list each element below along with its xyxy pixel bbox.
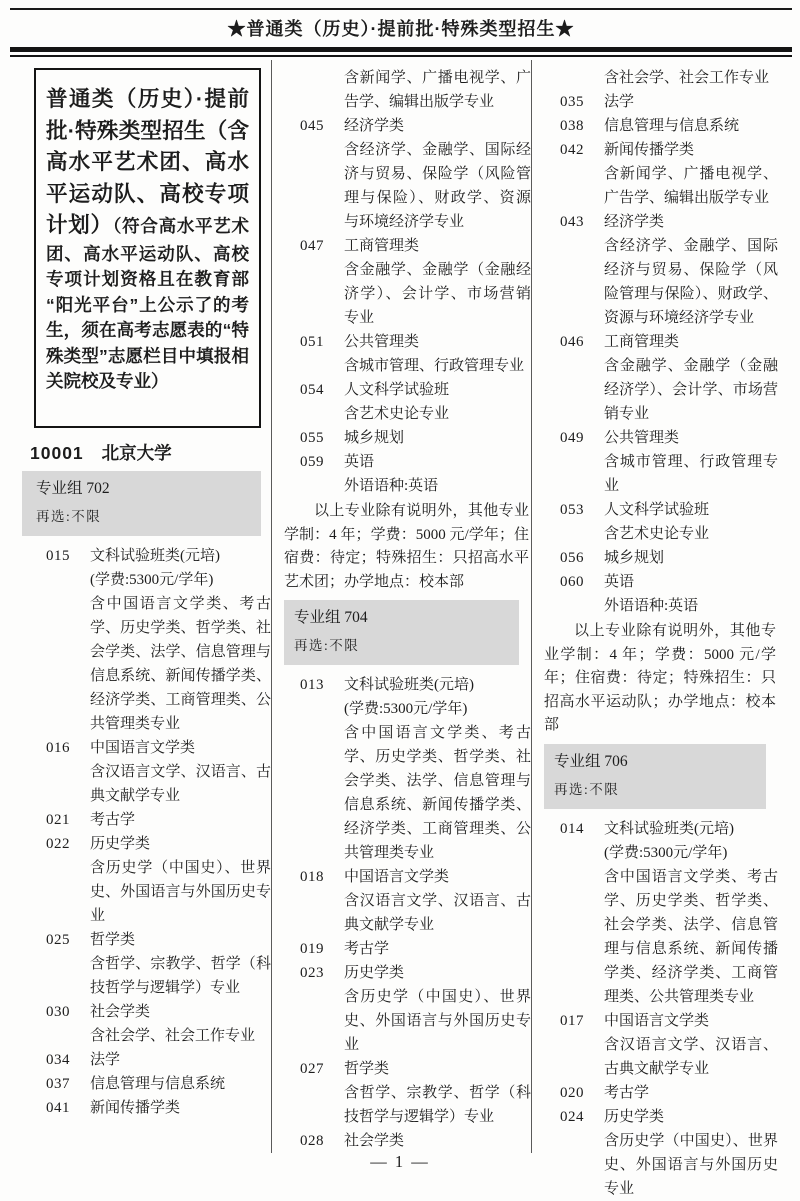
reselect-requirement: 再选:不限 (554, 781, 620, 797)
column-2 (271, 60, 532, 1153)
major-code: 034 (46, 1052, 70, 1068)
major-detail: 含历史学（中国史）、世界史、外国语言与外国历史专业 (604, 1132, 778, 1197)
major-detail: 含历史学（中国史）、世界史、外国语言与外国历史专业 (344, 989, 531, 1053)
major-entry (300, 937, 531, 961)
major-title: 考古学 (344, 941, 390, 957)
column-1 (30, 60, 271, 1153)
major-detail: 含经济学、金融学、国际经济与贸易、保险学（风险管理与保险）、财政学、资源与环境经济学专业 (604, 238, 778, 326)
major-code: 021 (46, 812, 70, 828)
major-entry (46, 736, 271, 760)
major-code: 054 (300, 382, 324, 398)
major-code: 023 (300, 965, 324, 981)
major-title: 新闻传播学类 (90, 1100, 181, 1116)
major-title: 人文科学试验班 (604, 502, 710, 518)
university-line (30, 440, 271, 465)
major-detail: 外语语种:英语 (604, 598, 699, 614)
major-group-header (22, 471, 261, 536)
major-code: 059 (300, 454, 324, 470)
major-code: 045 (300, 118, 324, 134)
major-title: 经济学类 (604, 214, 665, 230)
major-detail-continued: 含社会学、社会工作专业 (604, 70, 770, 86)
major-title: 法学 (604, 94, 635, 110)
major-code: 016 (46, 740, 70, 756)
column-1-blocks (30, 471, 271, 1120)
column-3 (532, 60, 778, 1197)
major-title: 人文科学试验班 (344, 382, 450, 398)
page-number: — 1 — (370, 1152, 430, 1171)
major-detail: (学费:5300元/学年) (90, 572, 214, 588)
major-entry (46, 544, 271, 568)
major-title: 城乡规划 (604, 550, 665, 566)
major-detail: 含金融学、金融学（金融经济学）、会计学、市场营销专业 (604, 358, 778, 422)
major-detail: 含汉语言文学、汉语言、古典文献学专业 (90, 764, 271, 804)
major-entry (560, 114, 778, 138)
major-group-name: 专业组 702 (36, 480, 110, 497)
major-code: 051 (300, 334, 324, 350)
major-title: 工商管理类 (604, 334, 680, 350)
major-title: 文科试验班类(元培) (90, 548, 220, 564)
major-title: 新闻传播学类 (604, 142, 695, 158)
major-entry (46, 832, 271, 856)
major-code: 013 (300, 677, 324, 693)
major-entry (560, 210, 778, 234)
notice-note-text: （符合高水平艺术团、高水平运动队、高校专项计划资格且在教育部“阳光平台”上公示了的考生，须在高考志愿表的“特殊类型”志愿栏目中填报相关院校及专业） (46, 216, 249, 391)
major-detail: (学费:5300元/学年) (344, 701, 468, 717)
major-title: 经济学类 (344, 118, 405, 134)
major-code: 042 (560, 142, 584, 158)
major-entry (560, 330, 778, 354)
major-code: 060 (560, 574, 584, 590)
major-detail: 含社会学、社会工作专业 (90, 1028, 256, 1044)
major-code: 015 (46, 548, 70, 564)
content-columns (30, 60, 778, 1197)
major-title: 文科试验班类(元培) (344, 677, 474, 693)
major-group-header (284, 600, 519, 665)
major-detail: 含新闻学、广播电视学、广告学、编辑出版学专业 (604, 166, 778, 206)
page-header (10, 8, 792, 57)
major-entry (560, 498, 778, 522)
major-detail: 含汉语言文学、汉语言、古典文献学专业 (604, 1036, 778, 1077)
major-entry (300, 426, 531, 450)
major-detail: 含历史学（中国史）、世界史、外国语言与外国历史专业 (90, 860, 271, 924)
university-name: 北京大学 (101, 443, 172, 463)
major-entry (560, 90, 778, 114)
notice-text (46, 84, 249, 395)
reselect-requirement: 再选:不限 (294, 638, 360, 653)
major-entry (560, 426, 778, 450)
major-entry (560, 1009, 778, 1033)
major-code: 028 (300, 1133, 324, 1149)
major-code: 056 (560, 550, 584, 566)
major-title: 中国语言文学类 (344, 869, 450, 885)
major-detail: 含城市管理、行政管理专业 (344, 358, 525, 374)
major-code: 018 (300, 869, 324, 885)
major-entry (300, 234, 531, 258)
major-title: 工商管理类 (344, 238, 420, 254)
major-title: 哲学类 (344, 1061, 390, 1077)
major-detail: 含金融学、金融学（金融经济学）、会计学、市场营销专业 (344, 262, 531, 326)
major-code: 025 (46, 932, 70, 948)
major-detail: 含经济学、金融学、国际经济与贸易、保险学（风险管理与保险）、财政学、资源与环境经济学专业 (344, 142, 531, 230)
major-entry (300, 961, 531, 985)
major-entry (300, 450, 531, 474)
major-title: 公共管理类 (604, 430, 680, 446)
university-code: 10001 (30, 443, 84, 463)
major-code: 014 (560, 820, 584, 837)
major-group-header (544, 744, 766, 809)
major-entry (560, 1081, 778, 1105)
major-entry (300, 1057, 531, 1081)
major-detail: 含汉语言文学、汉语言、古典文献学专业 (344, 893, 531, 933)
thin-rule (10, 55, 792, 57)
major-title: 中国语言文学类 (604, 1012, 710, 1029)
major-entry (300, 673, 531, 697)
major-title: 法学 (90, 1052, 121, 1068)
major-code: 035 (560, 94, 584, 110)
major-code: 017 (560, 1012, 584, 1029)
major-detail: 含城市管理、行政管理专业 (604, 454, 778, 494)
notice-bold-text: 普通类（历史）·提前批·特殊类型招生（含高水平艺术团、高水平运动队、高校专项计划） (46, 87, 249, 237)
major-detail: 含中国语言文学类、考古学、历史学类、哲学类、社会学类、法学、信息管理与信息系统、新闻传播学类、经济学类、工商管理类、公共管理类专业 (344, 725, 531, 861)
major-entry (46, 1000, 271, 1024)
major-code: 037 (46, 1076, 70, 1092)
major-code: 041 (46, 1100, 70, 1116)
major-code: 043 (560, 214, 584, 230)
major-title: 城乡规划 (344, 430, 405, 446)
major-code: 046 (560, 334, 584, 350)
major-entry (560, 546, 778, 570)
major-detail: 含哲学、宗教学、哲学（科技哲学与逻辑学）专业 (90, 956, 271, 996)
major-group-name: 专业组 706 (554, 752, 628, 770)
major-title: 社会学类 (344, 1133, 405, 1149)
major-entry (46, 1072, 271, 1096)
major-detail: 含中国语言文学类、考古学、历史学类、哲学类、社会学类、法学、信息管理与信息系统、新闻传播学类、经济学类、工商管理类、公共管理类专业 (90, 596, 271, 732)
major-title: 考古学 (604, 1084, 650, 1101)
major-entry (300, 330, 531, 354)
major-entry (560, 817, 778, 841)
major-code: 019 (300, 941, 324, 957)
major-code: 055 (300, 430, 324, 446)
major-title: 信息管理与信息系统 (604, 118, 740, 134)
major-code: 038 (560, 118, 584, 134)
major-title: 英语 (344, 454, 375, 470)
major-group-name: 专业组 704 (294, 609, 368, 626)
major-title: 历史学类 (344, 965, 405, 981)
major-title: 文科试验班类(元培) (604, 820, 734, 837)
major-detail: 含哲学、宗教学、哲学（科技哲学与逻辑学）专业 (344, 1085, 531, 1125)
major-detail: (学费:5300元/学年) (604, 844, 728, 861)
major-code: 022 (46, 836, 70, 852)
major-entry (560, 570, 778, 594)
major-detail: 含中国语言文学类、考古学、历史学类、哲学类、社会学类、法学、信息管理与信息系统、新闻传播学类、经济学类、工商管理类、公共管理类专业 (604, 868, 778, 1005)
major-title: 社会学类 (90, 1004, 151, 1020)
major-entry (46, 1096, 271, 1120)
major-code: 030 (46, 1004, 70, 1020)
group-footnote: 以上专业除有说明外，其他专业学制：4 年；学费：5000 元/学年；住宿费：待定；特殊招生：只招高水平艺术团；办学地点：校本部 (284, 503, 529, 590)
major-title: 历史学类 (90, 836, 151, 852)
major-entry (300, 1129, 531, 1153)
major-entry (46, 808, 271, 832)
reselect-requirement: 再选:不限 (36, 509, 102, 524)
column-2-blocks (284, 66, 531, 1153)
major-code: 047 (300, 238, 324, 254)
thick-rule (10, 47, 792, 52)
major-title: 中国语言文学类 (90, 740, 196, 756)
header-title: ★普通类（历史）·提前批·特殊类型招生★ (227, 19, 575, 39)
major-entry (46, 928, 271, 952)
major-title: 公共管理类 (344, 334, 420, 350)
major-code: 053 (560, 502, 584, 518)
major-entry (560, 138, 778, 162)
major-title: 信息管理与信息系统 (90, 1076, 226, 1092)
major-code: 024 (560, 1108, 584, 1125)
major-detail: 含艺术史论专业 (604, 526, 710, 542)
major-code: 027 (300, 1061, 324, 1077)
major-detail: 含艺术史论专业 (344, 406, 450, 422)
major-title: 考古学 (90, 812, 136, 828)
major-detail: 外语语种:英语 (344, 478, 439, 494)
column-3-blocks (544, 66, 778, 1201)
major-title: 哲学类 (90, 932, 136, 948)
major-title: 历史学类 (604, 1108, 665, 1125)
major-title: 英语 (604, 574, 635, 590)
major-entry (300, 378, 531, 402)
major-detail-continued: 含新闻学、广播电视学、广告学、编辑出版学专业 (344, 70, 531, 110)
notice-box (34, 68, 261, 428)
major-entry (300, 114, 531, 138)
group-footnote: 以上专业除有说明外，其他专业学制：4 年；学费：5000 元/学年；住宿费：待定；特殊招生：只招高水平运动队；办学地点：校本部 (544, 623, 776, 733)
major-code: 049 (560, 430, 584, 446)
major-code: 020 (560, 1084, 584, 1101)
major-entry (300, 865, 531, 889)
major-entry (46, 1048, 271, 1072)
major-entry (560, 1105, 778, 1129)
